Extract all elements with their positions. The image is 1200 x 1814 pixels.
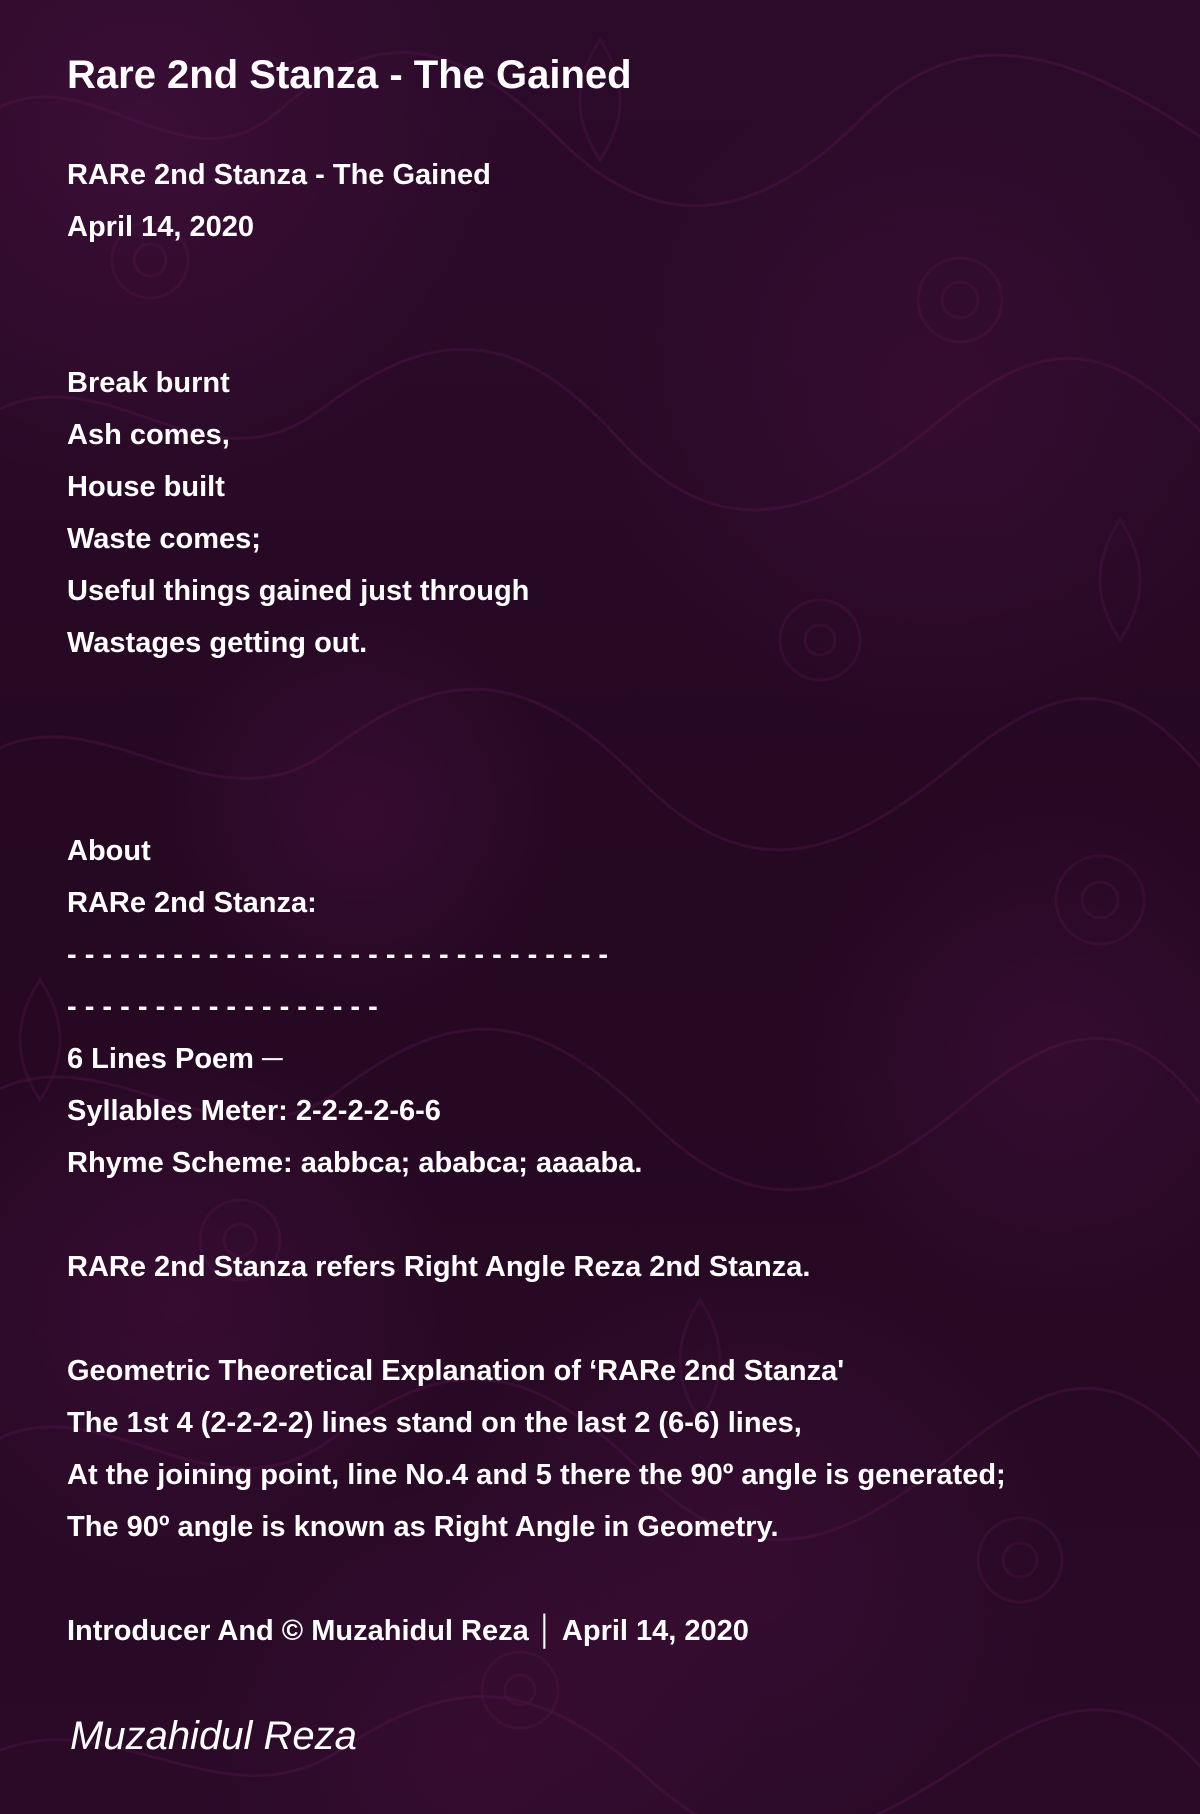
poem-line: 6 Lines Poem ─ — [67, 1043, 283, 1075]
poem-line: Useful things gained just through — [67, 575, 530, 607]
poem-line — [67, 669, 1006, 721]
poem-line: RARe 2nd Stanza - The Gained — [67, 159, 491, 191]
poem-line: Waste comes; — [67, 523, 261, 555]
poem-line — [67, 773, 1006, 825]
poem-line: The 1st 4 (2-2-2-2) lines stand on the last 2 (6-6) lines, — [67, 1407, 802, 1439]
poem-line: Wastages getting out. — [67, 627, 368, 659]
poem-line — [67, 305, 1006, 357]
poem-line — [67, 1293, 1006, 1345]
poem-line: At the joining point, line No.4 and 5 there the 90º angle is generated; — [67, 1459, 1006, 1491]
poem-line: - - - - - - - - - - - - - - - - - - - - - - - - - - - - - - - — [67, 939, 609, 971]
poem-line: Ash comes, — [67, 419, 230, 451]
poem-line — [67, 253, 1006, 305]
poem-line — [67, 721, 1006, 773]
poem-line: Rhyme Scheme: aabbca; ababca; aaaaba. — [67, 1147, 643, 1179]
poem-line: RARe 2nd Stanza refers Right Angle Reza 2nd Stanza. — [67, 1251, 811, 1283]
poem-line: House built — [67, 471, 225, 503]
poem-line: April 14, 2020 — [67, 211, 254, 243]
poem-line: RARe 2nd Stanza: — [67, 887, 317, 919]
author-signature: Muzahidul Reza — [70, 1714, 357, 1758]
poem-line: The 90º angle is known as Right Angle in Geometry. — [67, 1511, 779, 1543]
poem-line: - - - - - - - - - - - - - - - - - - — [67, 991, 378, 1023]
poem-line: Introducer And © Muzahidul Reza │ April 14, 2020 — [67, 1615, 749, 1647]
poem-line — [67, 1189, 1006, 1241]
poem-line — [67, 1553, 1006, 1605]
poem-title: Rare 2nd Stanza - The Gained — [67, 53, 632, 97]
poem-body — [67, 149, 1006, 1657]
poem-line: About — [67, 835, 151, 867]
poem-line: Syllables Meter: 2-2-2-2-6-6 — [67, 1095, 441, 1127]
poem-line: Break burnt — [67, 367, 230, 399]
poem-line: Geometric Theoretical Explanation of ‘RARe 2nd Stanza' — [67, 1355, 845, 1387]
